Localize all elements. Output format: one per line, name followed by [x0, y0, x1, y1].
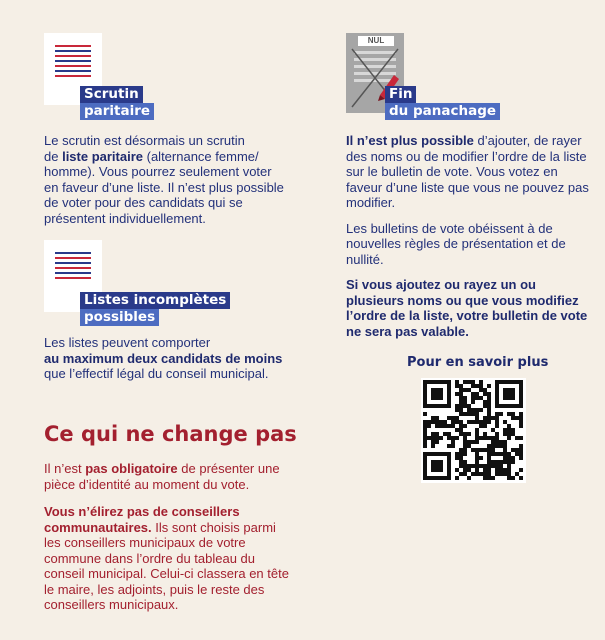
listes-tag-line1: Listes incomplètes	[80, 292, 230, 309]
scrutin-text-c: (alternance femme/ homme). Vous pourrez seulement voter en faveur d’une liste. Il n’est plus possible de voter pour des candidats qui se présentent individuellement.	[44, 148, 284, 226]
listes-tag-line2: possibles	[80, 309, 159, 326]
scrutin-text	[44, 133, 289, 236]
more-info-title: Pour en savoir plus	[407, 355, 549, 370]
panachage-p1-c: d’ajouter, de rayer des noms ou de modifier l’ordre de la liste sur le bulletin de vote. Vous votez en faveur d’une liste que vous ne pouvez pas modifier.	[346, 133, 589, 210]
scrutin-tag	[80, 86, 154, 120]
qr-code[interactable]	[421, 378, 526, 483]
listes-text-c: que l’effectif légal du conseil municipal.	[44, 366, 269, 381]
listes-text-a: Les listes peuvent comporter	[44, 335, 211, 350]
unchanged-p1-a: Il n’est	[44, 461, 86, 476]
unchanged-p1-bold: pas obligatoire	[85, 461, 178, 476]
listes-tag	[80, 292, 230, 326]
null-ballot-label: NUL	[367, 36, 385, 45]
scrutin-tag-line1: Scrutin	[80, 86, 143, 103]
listes-text-bold: au maximum deux candidats de moins	[44, 350, 283, 366]
scrutin-text-a: Le scrutin est désormais un scrutin	[44, 133, 245, 148]
scrutin-text-b: de	[44, 148, 63, 164]
unchanged-text	[44, 461, 294, 625]
panachage-p3-bold: Si vous ajoutez ou rayez un ou plusieurs noms ou que vous modifiez l’ordre de la liste, votre bulletin de vote ne sera pas valable.	[346, 277, 588, 339]
listes-text	[44, 335, 314, 392]
panachage-tag	[385, 86, 500, 120]
panachage-p1-bold: Il n’est plus possible	[346, 133, 474, 148]
unchanged-p2-c: Ils sont choisis parmi les conseillers municipaux de votre commune dans l’ordre du tableau du conseil municipal. Celui-ci classera en tête le maire, les adjoints, puis le reste des conseillers municipaux.	[44, 519, 289, 612]
unchanged-p1-c: de présenter une pièce d’identité au moment du vote.	[44, 461, 280, 492]
panachage-tag-line2: du panachage	[385, 103, 500, 120]
unchanged-heading: Ce qui ne change pas	[44, 422, 297, 446]
panachage-p2: Les bulletins de vote obéissent à de nouvelles règles de présentation et de nullité.	[346, 220, 566, 267]
unchanged-p2-bold: Vous n’élirez pas de conseillers communautaires.	[44, 504, 240, 535]
scrutin-tag-line2: paritaire	[80, 103, 154, 120]
scrutin-text-bold: liste paritaire	[62, 148, 144, 164]
panachage-text	[346, 133, 591, 349]
panachage-tag-line1: Fin	[385, 86, 416, 103]
